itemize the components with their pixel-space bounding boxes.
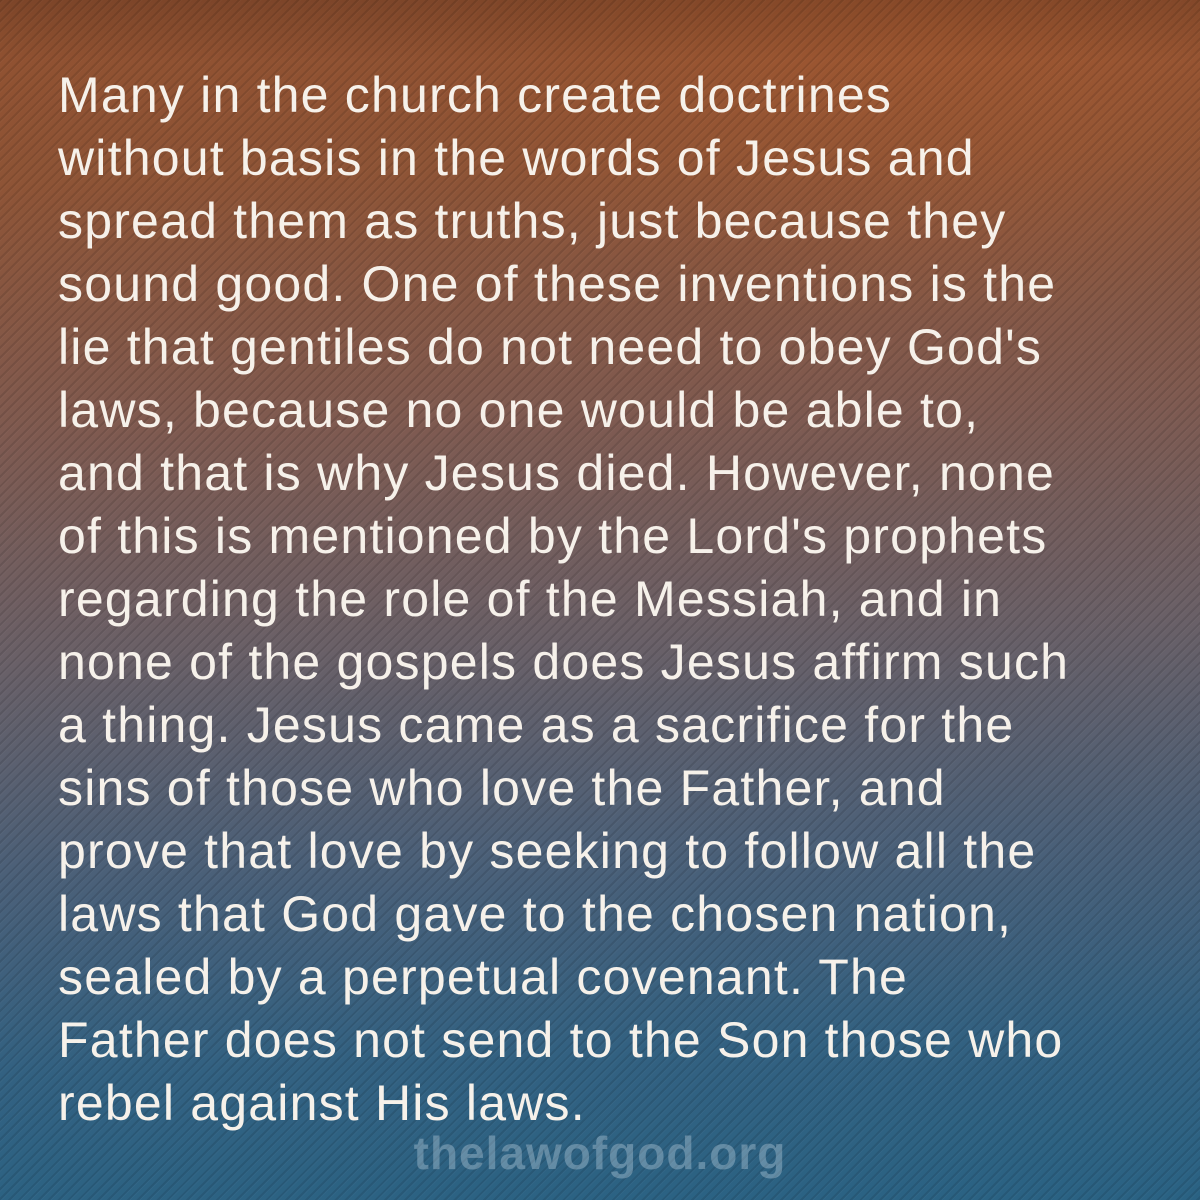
quote-line: regarding the role of the Messiah, and in (58, 571, 1003, 627)
quote-line: prove that love by seeking to follow all the (58, 823, 1037, 879)
quote-line: sound good. One of these inventions is the (58, 256, 1057, 312)
quote-line: sins of those who love the Father, and (58, 760, 946, 816)
quote-line: laws, because no one would be able to, (58, 382, 980, 438)
quote-line: Many in the church create doctrines (58, 67, 893, 123)
quote-line: without basis in the words of Jesus and (58, 130, 975, 186)
quote-line: laws that God gave to the chosen nation, (58, 886, 1013, 942)
quote-line: of this is mentioned by the Lord's prophets (58, 508, 1048, 564)
quote-line: and that is why Jesus died. However, none (58, 445, 1055, 501)
quote-line: none of the gospels does Jesus affirm such (58, 634, 1070, 690)
quote-text (58, 64, 1170, 1135)
watermark: thelawofgod.org (413, 1127, 787, 1179)
quote-line: spread them as truths, just because they (58, 193, 1007, 249)
quote-line: lie that gentiles do not need to obey God's (58, 319, 1043, 375)
quote-line: sealed by a perpetual covenant. The (58, 949, 908, 1005)
quote-line: rebel against His laws. (58, 1075, 586, 1131)
quote-line: a thing. Jesus came as a sacrifice for the (58, 697, 1015, 753)
quote-line: Father does not send to the Son those who (58, 1012, 1064, 1068)
